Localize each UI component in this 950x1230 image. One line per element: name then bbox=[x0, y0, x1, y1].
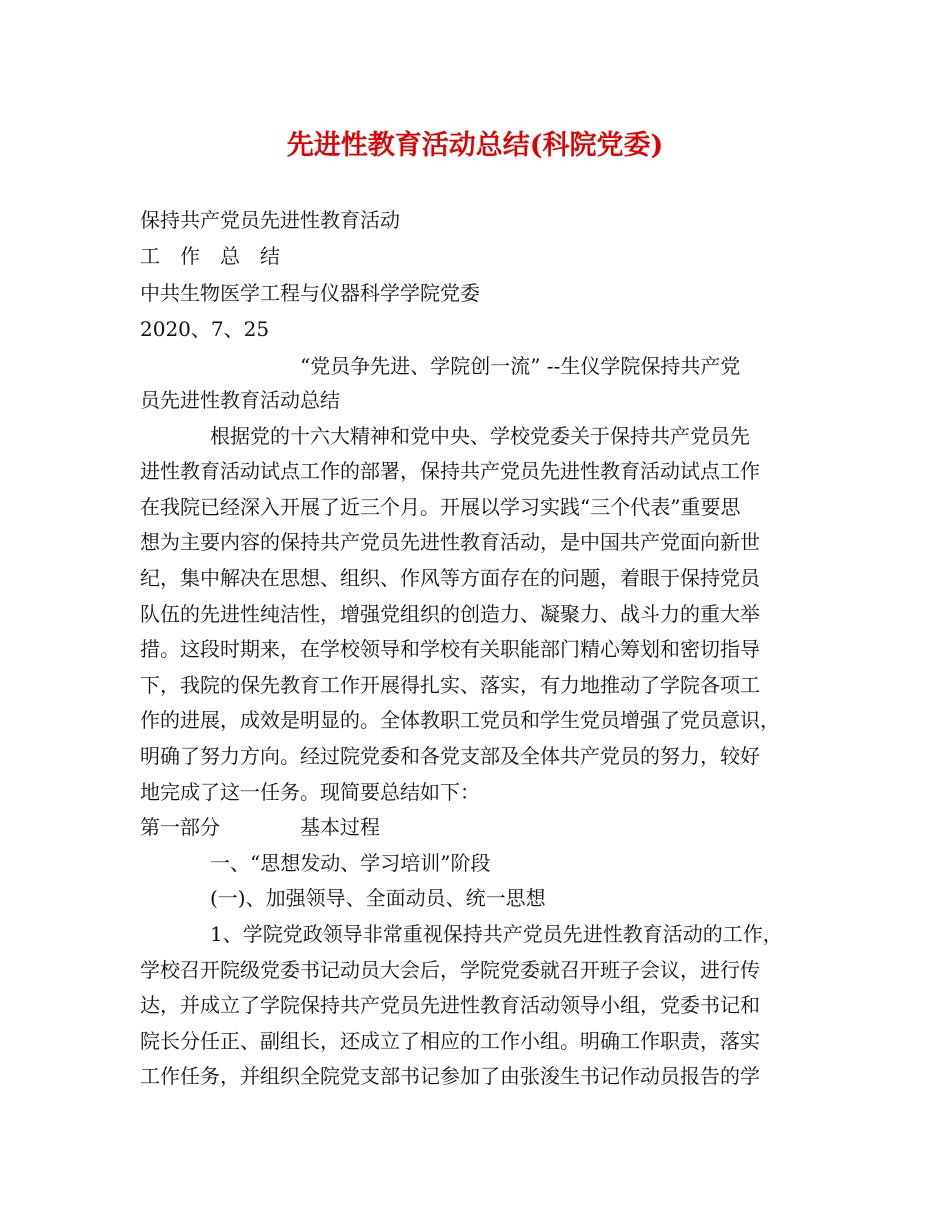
section-heading: 第一部分 基本过程 bbox=[140, 815, 380, 839]
author-line: 中共生物医学工程与仪器科学学院党委 bbox=[140, 281, 480, 305]
subsection-heading: 一、“思想发动、学习培训”阶段 bbox=[210, 851, 491, 875]
paragraph-line: 想为主要内容的保持共产党员先进性教育活动，是中国共产党面向新世 bbox=[140, 530, 760, 554]
paragraph-line: 下，我院的保先教育工作开展得扎实、落实，有力地推动了学院各项工 bbox=[140, 673, 760, 697]
paragraph-line: 工作任务，并组织全院党支部书记参加了由张浚生书记作动员报告的学 bbox=[140, 1064, 760, 1088]
paragraph-line: 纪，集中解决在思想、组织、作风等方面存在的问题，着眼于保持党员 bbox=[140, 566, 760, 590]
paragraph-line: 学校召开院级党委书记动员大会后，学院党委就召开班子会议，进行传 bbox=[140, 958, 760, 982]
paragraph-line: 1、学院党政领导非常重视保持共产党员先进性教育活动的工作， bbox=[210, 922, 783, 946]
date-line: 2020、7、25 bbox=[140, 317, 270, 341]
paragraph-line: 达，并成立了学院保持共产党员先进性教育活动领导小组，党委书记和 bbox=[140, 993, 760, 1017]
subtitle-line: “党员争先进、学院创一流” --生仪学院保持共产党 bbox=[300, 354, 741, 378]
document-title: 先进性教育活动总结(科院党委) bbox=[286, 130, 664, 161]
paragraph-line: 队伍的先进性纯洁性，增强党组织的创造力、凝聚力、战斗力的重大举 bbox=[140, 602, 760, 626]
paragraph-line: 作的进展，成效是明显的。全体教职工党员和学生党员增强了党员意识， bbox=[140, 708, 780, 732]
paragraph-line: 根据党的十六大精神和党中央、学校党委关于保持共产党员先 bbox=[210, 424, 750, 448]
subtitle-line: 员先进性教育活动总结 bbox=[140, 388, 340, 412]
heading-line: 工 作 总 结 bbox=[140, 244, 280, 268]
paragraph-line: 明确了努力方向。经过院党委和各党支部及全体共产党员的努力，较好 bbox=[140, 744, 760, 768]
paragraph-line: 措。这段时期来，在学校领导和学校有关职能部门精心筹划和密切指导 bbox=[140, 637, 760, 661]
paragraph-line: 进性教育活动试点工作的部署，保持共产党员先进性教育活动试点工作 bbox=[140, 459, 760, 483]
heading-line: 保持共产党员先进性教育活动 bbox=[140, 208, 400, 232]
paragraph-line: 在我院已经深入开展了近三个月。开展以学习实践“三个代表”重要思 bbox=[140, 495, 741, 519]
subsection-heading: (一)、加强领导、全面动员、统一思想 bbox=[210, 886, 546, 910]
paragraph-line: 院长分任正、副组长，还成立了相应的工作小组。明确工作职责，落实 bbox=[140, 1029, 760, 1053]
paragraph-line: 地完成了这一任务。现简要总结如下： bbox=[140, 780, 480, 804]
